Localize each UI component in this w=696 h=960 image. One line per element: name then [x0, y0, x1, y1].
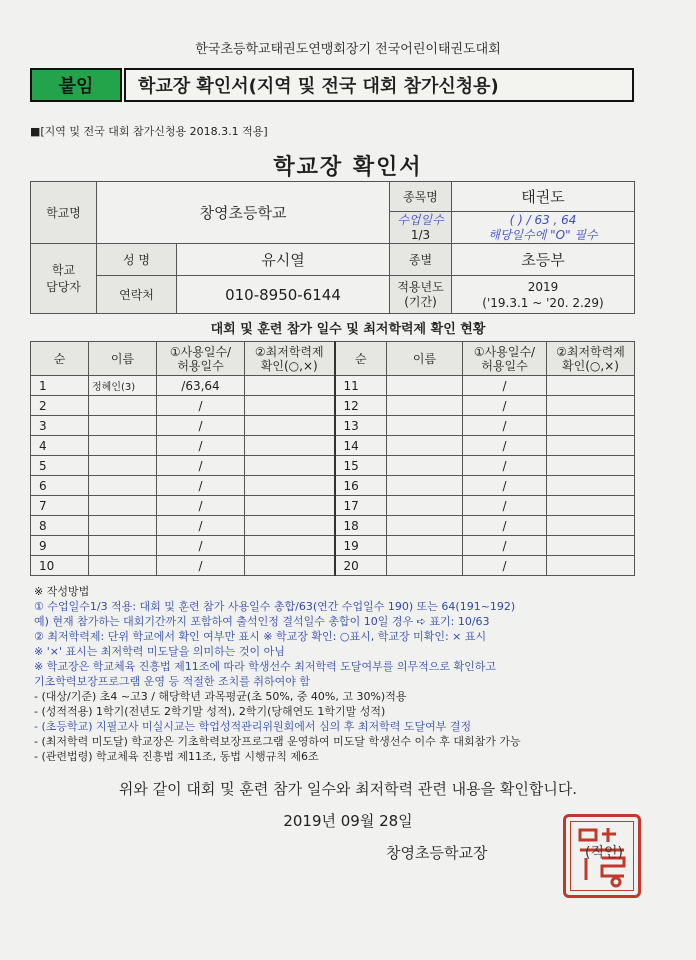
- row-number-2: 18: [335, 516, 387, 536]
- instruction-line: ② 최저학력제: 단위 학교에서 확인 여부만 표시 ※ 학교장 확인: ○표시, 학교장 미확인: × 표시: [34, 630, 487, 643]
- row-number-2: 14: [335, 436, 387, 456]
- year-value: [452, 276, 635, 314]
- row-number-2: 19: [335, 536, 387, 556]
- seal-mark: (직인): [585, 845, 623, 861]
- table-row: [31, 516, 635, 536]
- row-days: /: [157, 536, 245, 556]
- table-row: [31, 556, 635, 576]
- row-days-2: /: [463, 496, 547, 516]
- row-days: /: [157, 556, 245, 576]
- header-min-2: [547, 342, 635, 376]
- row-number-2: 20: [335, 556, 387, 576]
- staff-label-line2: 담당자: [46, 279, 81, 294]
- contact-value: 010-8950-6144: [177, 276, 390, 314]
- row-min-check: [245, 496, 335, 516]
- header-no: 순: [31, 342, 89, 376]
- row-number: 10: [31, 556, 89, 576]
- row-min-check-2: [547, 416, 635, 436]
- name-label: 성 명: [97, 244, 177, 276]
- document-title: 학교장 확인서: [273, 155, 423, 180]
- instructions: [34, 584, 664, 764]
- row-days: /: [157, 476, 245, 496]
- event-label: 종목명: [390, 182, 452, 212]
- row-days-2: /: [463, 396, 547, 416]
- school-label: 학교명: [31, 182, 97, 244]
- row-number-2: 12: [335, 396, 387, 416]
- confirmation-statement: 위와 같이 대회 및 훈련 참가 일수와 최저학력 관련 내용을 확인합니다.: [118, 780, 578, 798]
- row-number: 8: [31, 516, 89, 536]
- days-label-line1: 수업일수: [397, 212, 444, 227]
- type-label: 종별: [390, 244, 452, 276]
- table-row: [31, 536, 635, 556]
- row-days-2: /: [463, 476, 547, 496]
- row-name-2: [387, 496, 463, 516]
- row-name: [89, 416, 157, 436]
- confirmation-date: 2019년 09월 28일: [283, 812, 413, 830]
- instruction-line: - (최저학력 미도달) 학교장은 기초학력보장프로그램 운영하여 미도달 학생선수 이수 후 대회참가 가능: [34, 735, 521, 748]
- school-info-table: [30, 181, 635, 314]
- row-min-check-2: [547, 556, 635, 576]
- row-name-2: [387, 456, 463, 476]
- staff-label-line1: 학교: [51, 262, 76, 277]
- row-number: 5: [31, 456, 89, 476]
- days-hint: 해당일수에 "O" 필수: [488, 227, 598, 242]
- row-days: /: [157, 456, 245, 476]
- row-days-2: /: [463, 456, 547, 476]
- row-number-2: 17: [335, 496, 387, 516]
- row-number-2: 13: [335, 416, 387, 436]
- row-min-check-2: [547, 536, 635, 556]
- instruction-line: - (대상/기준) 초4 ~고3 / 해당학년 과목평균(초 50%, 중 40%, 고 30%)적용: [34, 690, 407, 703]
- row-number-2: 15: [335, 456, 387, 476]
- row-number: 7: [31, 496, 89, 516]
- table-row: [31, 496, 635, 516]
- row-days-2: /: [463, 516, 547, 536]
- table-row: [31, 436, 635, 456]
- row-number: 4: [31, 436, 89, 456]
- header-name-2: 이름: [387, 342, 463, 376]
- year-label: [390, 276, 452, 314]
- type-value: 초등부: [452, 244, 635, 276]
- row-min-check: [245, 556, 335, 576]
- row-days: /: [157, 436, 245, 456]
- instruction-line: ※ 작성방법: [34, 585, 90, 598]
- header-min-line2: 확인(○,×): [260, 358, 318, 373]
- row-days-2: /: [463, 376, 547, 396]
- row-min-check-2: [547, 376, 635, 396]
- school-value: 창영초등학교: [97, 182, 390, 244]
- row-min-check-2: [547, 476, 635, 496]
- row-number: 2: [31, 396, 89, 416]
- header-days-2-line1: ①사용일수/: [473, 344, 536, 359]
- principal-name: 창영초등학교장: [386, 844, 488, 862]
- row-min-check-2: [547, 396, 635, 416]
- row-name: 정혜인(3): [89, 376, 157, 396]
- header-min-2-line1: ②최저학력제: [556, 344, 625, 359]
- instruction-line: ※ '×' 표시는 최저학력 미도달을 의미하는 것이 아님: [34, 645, 285, 658]
- table-row: [31, 416, 635, 436]
- year-label-line1: 적용년도: [397, 279, 444, 294]
- row-min-check: [245, 456, 335, 476]
- row-days-2: /: [463, 416, 547, 436]
- row-name: [89, 396, 157, 416]
- row-number-2: 16: [335, 476, 387, 496]
- days-label-line2: 1/3: [410, 227, 431, 242]
- header-days: [157, 342, 245, 376]
- days-value-cell: [452, 212, 635, 244]
- row-min-check: [245, 396, 335, 416]
- row-name: [89, 436, 157, 456]
- table-row: [31, 396, 635, 416]
- year-value-line2: ('19.3.1 ~ '20. 2.29): [482, 295, 604, 310]
- row-min-check: [245, 376, 335, 396]
- row-min-check-2: [547, 496, 635, 516]
- row-name: [89, 476, 157, 496]
- instruction-line: ① 수업일수1/3 적용: 대회 및 훈련 참가 사용일수 총합/63(연간 수업일수 190) 또는 64(191~192): [34, 600, 516, 613]
- table-row: [31, 476, 635, 496]
- application-note: ■[지역 및 전국 대회 참가신청용 2018.3.1 적용]: [30, 125, 268, 138]
- contact-label: 연락처: [97, 276, 177, 314]
- instruction-line: ※ 학교장은 학교체육 진흥법 제11조에 따라 학생선수 최저학력 도달여부를 의무적으로 확인하고: [34, 660, 496, 673]
- row-name-2: [387, 396, 463, 416]
- header-no-2: 순: [335, 342, 387, 376]
- row-number: 6: [31, 476, 89, 496]
- row-min-check: [245, 516, 335, 536]
- attachment-tag: 붙임: [30, 68, 122, 102]
- days-value: ( ) / 63 , 64: [509, 212, 577, 227]
- table-row: [31, 376, 635, 396]
- header-days-line1: ①사용일수/: [169, 344, 232, 359]
- form-title: 학교장 확인서(지역 및 전국 대회 참가신청용): [124, 68, 634, 102]
- row-name-2: [387, 476, 463, 496]
- row-name-2: [387, 376, 463, 396]
- instruction-line: - (초등학교) 지필고사 미실시교는 학업성적관리위원회에서 심의 후 최저학력 도달여부 결정: [34, 720, 472, 733]
- row-name: [89, 536, 157, 556]
- header-days-2-line2: 허용일수: [481, 358, 528, 373]
- header-name: 이름: [89, 342, 157, 376]
- row-name-2: [387, 516, 463, 536]
- row-min-check-2: [547, 456, 635, 476]
- row-min-check-2: [547, 516, 635, 536]
- instruction-line: 기초학력보장프로그램 운영 등 적절한 조치를 취하여야 함: [34, 675, 311, 688]
- staff-label: [31, 244, 97, 314]
- row-days: /63,64: [157, 376, 245, 396]
- row-min-check: [245, 416, 335, 436]
- row-name-2: [387, 556, 463, 576]
- header-min-line1: ②최저학력제: [254, 344, 324, 359]
- row-number-2: 11: [335, 376, 387, 396]
- instruction-line: - (성적적용) 1학기(전년도 2학기말 성적), 2학기(당해연도 1학기말 성적): [34, 705, 386, 718]
- row-name: [89, 456, 157, 476]
- row-min-check: [245, 476, 335, 496]
- row-name: [89, 496, 157, 516]
- row-number: 3: [31, 416, 89, 436]
- row-number: 1: [31, 376, 89, 396]
- event-value: 태권도: [452, 182, 635, 212]
- row-days: /: [157, 516, 245, 536]
- table-row: [31, 456, 635, 476]
- year-value-line1: 2019: [527, 279, 559, 294]
- name-value: 유시열: [177, 244, 390, 276]
- row-days-2: /: [463, 556, 547, 576]
- section-title: 대회 및 훈련 참가 일수 및 최저학력제 확인 현황: [210, 322, 486, 337]
- instruction-line: - (관련법령) 학교체육 진흥법 제11조, 동법 시행규칙 제6조: [34, 750, 319, 763]
- row-days: /: [157, 416, 245, 436]
- header-min: [245, 342, 335, 376]
- row-name: [89, 556, 157, 576]
- year-label-line2: (기간): [404, 294, 437, 309]
- days-label: [390, 212, 452, 244]
- row-min-check: [245, 536, 335, 556]
- header-days-2: [463, 342, 547, 376]
- row-name-2: [387, 536, 463, 556]
- row-name: [89, 516, 157, 536]
- instruction-line: 예) 현재 참가하는 대회기간까지 포함하여 출석인정 결석일수 총합이 10일 경우 ➪ 표기: 10/63: [34, 615, 490, 628]
- row-days-2: /: [463, 536, 547, 556]
- row-min-check-2: [547, 436, 635, 456]
- header-min-2-line2: 확인(○,×): [562, 358, 619, 373]
- organizer-line: 한국초등학교태권도연맹회장기 전국어린이태권도대회: [195, 42, 501, 57]
- row-days-2: /: [463, 436, 547, 456]
- header-days-line2: 허용일수: [177, 358, 224, 373]
- row-days: /: [157, 496, 245, 516]
- row-number: 9: [31, 536, 89, 556]
- row-min-check: [245, 436, 335, 456]
- row-name-2: [387, 436, 463, 456]
- row-days: /: [157, 396, 245, 416]
- row-name-2: [387, 416, 463, 436]
- participation-table: [30, 341, 635, 576]
